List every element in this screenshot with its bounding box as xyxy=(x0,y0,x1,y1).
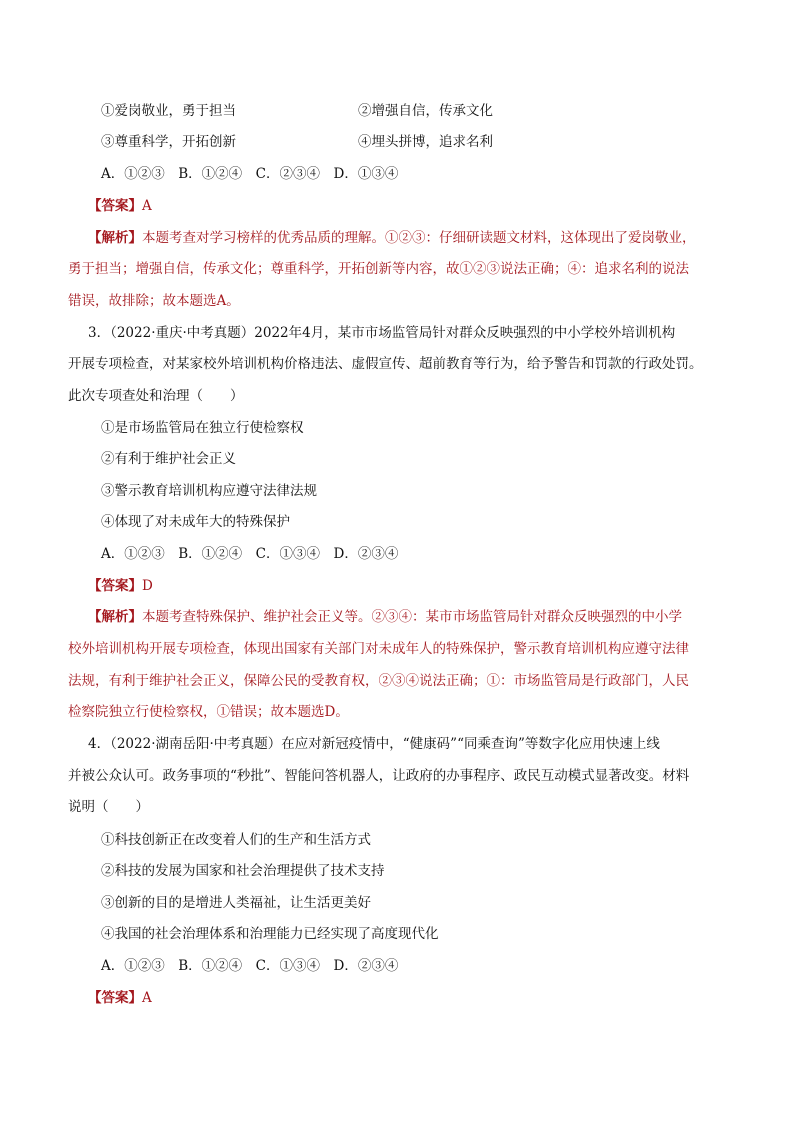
q2-choices: A．①②③ B．①②④ C．②③④ D．①③④ xyxy=(101,166,399,182)
answer-value: A xyxy=(142,990,152,1006)
q4-answer xyxy=(88,989,152,1007)
q4-option-3: ③创新的目的是增进人类福祉，让生活更美好 xyxy=(101,895,371,911)
q3-option-2: ②有利于维护社会正义 xyxy=(101,451,236,467)
q2-option-4: ④埋头拼博，追求名利 xyxy=(358,134,493,150)
q4-stem-line-2: 并被公众认可。政务事项的“秒批”、智能问答机器人，让政府的办事程序、政民互动模式显著改变。材料 xyxy=(68,768,690,784)
q2-option-3: ③尊重科学，开拓创新 xyxy=(101,134,236,150)
q4-stem-line-3: 说明（ ） xyxy=(68,799,149,815)
q3-stem-line-3: 此次专项查处和治理（ ） xyxy=(68,388,244,404)
q3-answer xyxy=(88,577,153,595)
analysis-text: 本题考查特殊保护、维护社会正义等。②③④：某市市场监管局针对群众反映强烈的中小学 xyxy=(142,609,682,625)
q3-choices: A．①②③ B．①②④ C．①③④ D．②③④ xyxy=(101,546,399,562)
analysis-label: 【解析】 xyxy=(88,609,142,625)
answer-label: 【答案】 xyxy=(88,990,142,1006)
q3-stem-line-2: 开展专项检查，对某家校外培训机构价格违法、虚假宣传、超前教育等行为，给予警告和罚款的行政处罚。 xyxy=(68,356,703,372)
q3-analysis-line-4: 检察院独立行使检察权，①错误；故本题选D。 xyxy=(68,704,349,720)
q3-option-4: ④体现了对未成年大的特殊保护 xyxy=(101,514,290,530)
q3-analysis-line-2: 校外培训机构开展专项检查，体现出国家有关部门对未成年人的特殊保护，警示教育培训机构应遵守法律 xyxy=(68,641,689,657)
q4-choices: A．①②③ B．①②④ C．①③④ D．②③④ xyxy=(101,958,399,974)
q3-analysis-line-1 xyxy=(88,608,682,626)
analysis-label: 【解析】 xyxy=(88,230,142,246)
q4-option-2: ②科技的发展为国家和社会治理提供了技术支持 xyxy=(101,863,385,879)
q2-analysis-line-3: 错误，故排除；故本题选A。 xyxy=(68,293,240,309)
q4-stem-line-1: 4．（2022·湖南岳阳·中考真题）在应对新冠疫情中，“健康码”“同乘查询”等数字化应用快速上线 xyxy=(88,736,660,752)
q3-stem-line-1: 3．（2022·重庆·中考真题）2022年4月，某市市场监管局针对群众反映强烈的中小学校外培训机构 xyxy=(88,325,676,341)
q4-option-1: ①科技创新正在改变着人们的生产和生活方式 xyxy=(101,832,371,848)
q3-option-3: ③警示教育培训机构应遵守法律法规 xyxy=(101,483,317,499)
answer-label: 【答案】 xyxy=(88,198,142,214)
q2-analysis-line-2: 勇于担当；增强自信，传承文化；尊重科学，开拓创新等内容，故①②③说法正确；④：追求名利的说法 xyxy=(68,261,689,277)
q3-option-1: ①是市场监管局在独立行使检察权 xyxy=(101,420,304,436)
answer-value: A xyxy=(142,198,152,214)
answer-value: D xyxy=(142,578,153,594)
q2-option-1: ①爱岗敬业，勇于担当 xyxy=(101,103,236,119)
q2-option-2: ②增强自信，传承文化 xyxy=(358,103,493,119)
answer-label: 【答案】 xyxy=(88,578,142,594)
q4-option-4: ④我国的社会治理体系和治理能力已经实现了高度现代化 xyxy=(101,926,439,942)
q2-analysis-line-1 xyxy=(88,229,696,247)
q3-analysis-line-3: 法规，有利于维护社会正义，保障公民的受教育权，②③④说法正确；①：市场监管局是行政部门，人民 xyxy=(68,673,689,689)
analysis-text: 本题考查对学习榜样的优秀品质的理解。①②③：仔细研读题文材料，这体现出了爱岗敬业， xyxy=(142,230,696,246)
q2-answer xyxy=(88,197,152,215)
